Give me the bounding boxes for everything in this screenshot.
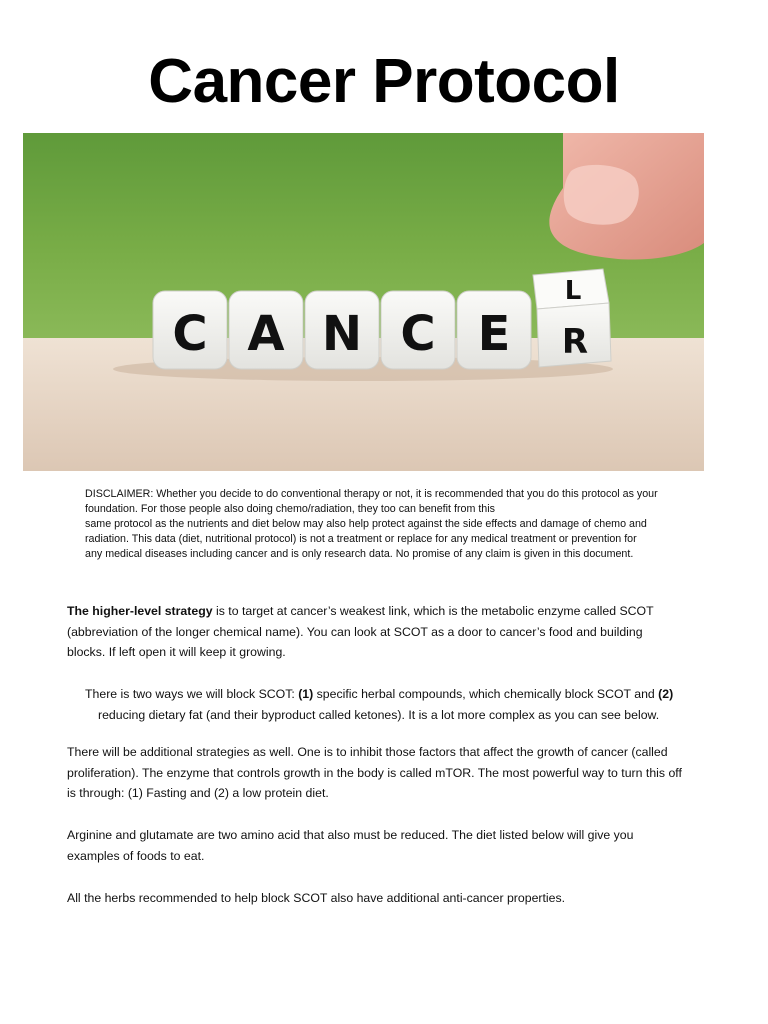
disclaimer-line: same protocol as the nutrients and diet below may also help protect against the side effects and damage of chemo and <box>85 518 647 530</box>
item-number: (2) <box>658 687 674 701</box>
additional-strategies-paragraph <box>67 742 717 804</box>
paragraph-text: (abbreviation of the longer chemical name). You can look at SCOT as a door to cancer’s food and building <box>67 624 643 639</box>
die-letter: A <box>247 306 285 362</box>
amino-acids-paragraph <box>67 825 717 866</box>
disclaimer-line: radiation. This data (diet, nutritional protocol) is not a treatment or replace for any medical treatment or prevention for <box>85 533 637 545</box>
letter-die <box>381 291 455 369</box>
paragraph-text: is to target at cancer’s weakest link, which is the metabolic enzyme called SCOT <box>212 604 654 618</box>
letter-die <box>229 291 303 369</box>
item-number: (1) <box>298 687 314 701</box>
die-letter: C <box>172 306 208 362</box>
die-letter: R <box>561 322 589 362</box>
letter-die <box>153 291 227 369</box>
letter-die <box>457 291 531 369</box>
paragraph-text: is through: (1) Fasting and (2) a low protein diet. <box>67 786 329 800</box>
die-letter: N <box>321 306 363 362</box>
disclaimer-line: any medical diseases including cancer and is only research data. No promise of any claim is given in this document. <box>85 548 634 560</box>
finger <box>549 133 704 260</box>
disclaimer <box>85 487 707 562</box>
page-title: Cancer Protocol <box>148 47 620 116</box>
paragraph-text: blocks. If left open it will keep it growing. <box>67 645 286 659</box>
paragraph-text: proliferation). The enzyme that controls growth in the body is called mTOR. The most powerful way to turn this off <box>67 765 682 780</box>
paragraph-text: There is two ways we will block SCOT: <box>85 687 299 701</box>
disclaimer-line: DISCLAIMER: Whether you decide to do conventional therapy or not, it is recommended that you do this protocol as your <box>85 488 658 500</box>
paragraph-text: All the herbs recommended to help block SCOT also have additional anti-cancer properties. <box>67 891 566 905</box>
die-letter: C <box>400 306 436 362</box>
paragraph-text: Arginine and glutamate are two amino acid that also must be reduced. The diet listed below will give you <box>67 828 634 842</box>
strategy-paragraph <box>67 601 717 663</box>
strategy-heading: The higher-level strategy <box>67 604 213 618</box>
herbs-paragraph <box>67 888 717 909</box>
cancer-dice-photo <box>23 133 704 471</box>
paragraph-text: There will be additional strategies as well. One is to inhibit those factors that affect the growth of cancer (called <box>67 745 668 759</box>
block-scot-paragraph <box>67 684 717 725</box>
letter-die <box>305 291 379 369</box>
paragraph-text: reducing dietary fat (and their byproduct called ketones). It is a lot more complex as you can see below. <box>98 707 660 722</box>
paragraph-text: specific herbal compounds, which chemically block SCOT and <box>313 687 659 701</box>
flip-die <box>533 269 611 367</box>
die-letter: E <box>477 306 511 362</box>
disclaimer-line: foundation. For those people also doing chemo/radiation, they too can benefit from this <box>85 503 495 515</box>
die-letter: L <box>564 276 582 306</box>
hero-image <box>23 133 704 471</box>
paragraph-text: examples of foods to eat. <box>67 848 205 863</box>
